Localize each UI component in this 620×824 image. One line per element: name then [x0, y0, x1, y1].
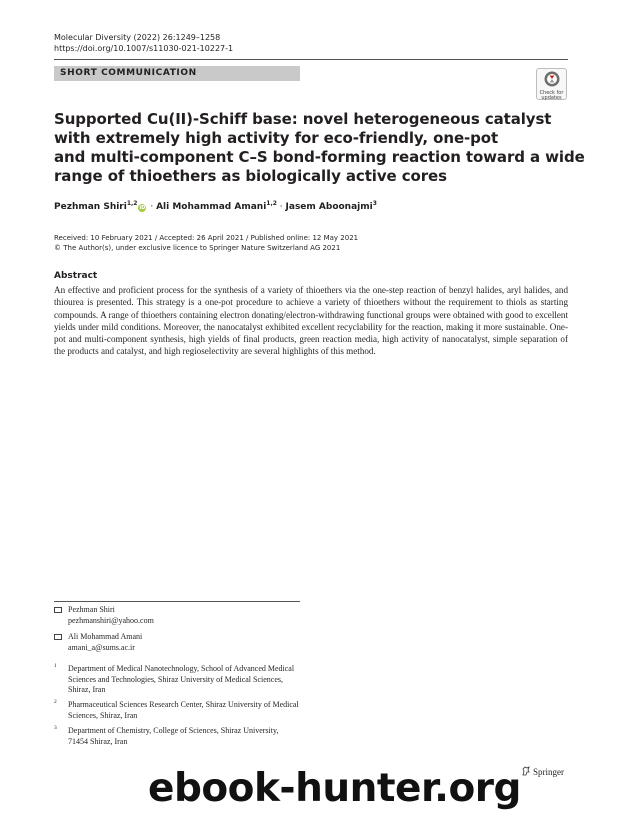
title-line: Supported Cu(II)-Schiff base: novel heterogeneous catalyst — [54, 110, 552, 128]
header-rule — [54, 59, 568, 60]
affiliation-text: Department of Medical Nanotechnology, School of Advanced Medical Sciences and Technologies, Shiraz University of Medical Sciences, Shiraz, Iran — [68, 664, 295, 694]
affiliation-text: Pharmaceutical Sciences Research Center, Shiraz University of Medical Sciences, Shiraz, Iran — [68, 700, 299, 720]
crossmark-line-2: updates — [541, 95, 562, 101]
author-separator: · — [276, 202, 286, 212]
title-line: range of thioethers as biologically active cores — [54, 167, 447, 185]
contact-email[interactable]: amani_a@sums.ac.ir — [68, 643, 135, 652]
doi-link[interactable]: https://doi.org/10.1007/s11030-021-10227-1 — [54, 44, 234, 53]
watermark-text: ebook-hunter.org — [148, 766, 521, 811]
abstract-heading: Abstract — [54, 271, 98, 281]
author-affiliation-ref: 1,2 — [266, 200, 277, 207]
contact-email[interactable]: pezhmanshiri@yahoo.com — [68, 616, 154, 625]
author-name[interactable]: Jasem Aboonajmi — [285, 202, 373, 212]
section-label: SHORT COMMUNICATION — [54, 66, 300, 81]
affiliation-number: 3 — [54, 725, 57, 731]
author-affiliation-ref: 1,2 — [126, 200, 138, 207]
affiliation-text: Department of Chemistry, College of Sciences, Shiraz University, 71454 Shiraz, Iran — [68, 726, 279, 746]
article-title — [54, 110, 585, 186]
publisher-logo — [521, 766, 564, 777]
title-line: with extremely high activity for eco-friendly, one-pot — [54, 129, 499, 147]
crossmark-icon — [544, 71, 560, 87]
contact-name: Pezhman Shiri — [68, 605, 115, 614]
title-line: and multi-component C–S bond-forming reaction toward a wide — [54, 148, 585, 166]
copyright-notice: © The Author(s), under exclusive licence to Springer Nature Switzerland AG 2021 — [54, 244, 341, 252]
author-list — [54, 200, 377, 212]
footnote-rule — [54, 601, 300, 602]
affiliation-number: 1 — [54, 663, 57, 669]
author-name[interactable]: Pezhman Shiri — [54, 202, 127, 212]
publication-dates: Received: 10 February 2021 / Accepted: 26 April 2021 / Published online: 12 May 2021 — [54, 234, 359, 242]
abstract-text: An effective and proficient process for the synthesis of a variety of thioethers via the one-step reaction of benzyl halides, aryl halides, and thiourea is presented. This strategy is a one-pot procedure to achieve a variety of thioethers without the requirement to thiols as starting compounds. A range of thioethers containing electron donating/electron-withdrawing functional groups were obtained with good to excellent yields under mild conditions. Moreover, the nanocatalyst exhibited excellent recyclability for the reaction, making it more sustainable. One-pot and multi-component synthesis, high yields of final products, green reaction media, high activity of nanocatalyst, simple separation of the products and catalyst, and high regioselectivity are several highlights of this method. — [54, 285, 568, 357]
crossmark-line-1: Check for — [539, 90, 564, 96]
springer-horse-icon — [521, 766, 531, 776]
envelope-icon — [54, 607, 62, 613]
check-for-updates-badge[interactable] — [536, 68, 567, 100]
affiliation-number: 2 — [54, 699, 57, 705]
journal-citation: Molecular Diversity (2022) 26:1249–1258 — [54, 33, 221, 42]
author-separator: · — [147, 202, 157, 212]
envelope-icon — [54, 634, 62, 640]
publisher-name: Springer — [533, 767, 564, 777]
orcid-icon[interactable]: iD — [139, 205, 146, 211]
author-name[interactable]: Ali Mohammad Amani — [156, 202, 267, 212]
contact-name: Ali Mohammad Amani — [68, 632, 143, 641]
author-affiliation-ref: 3 — [372, 200, 377, 207]
